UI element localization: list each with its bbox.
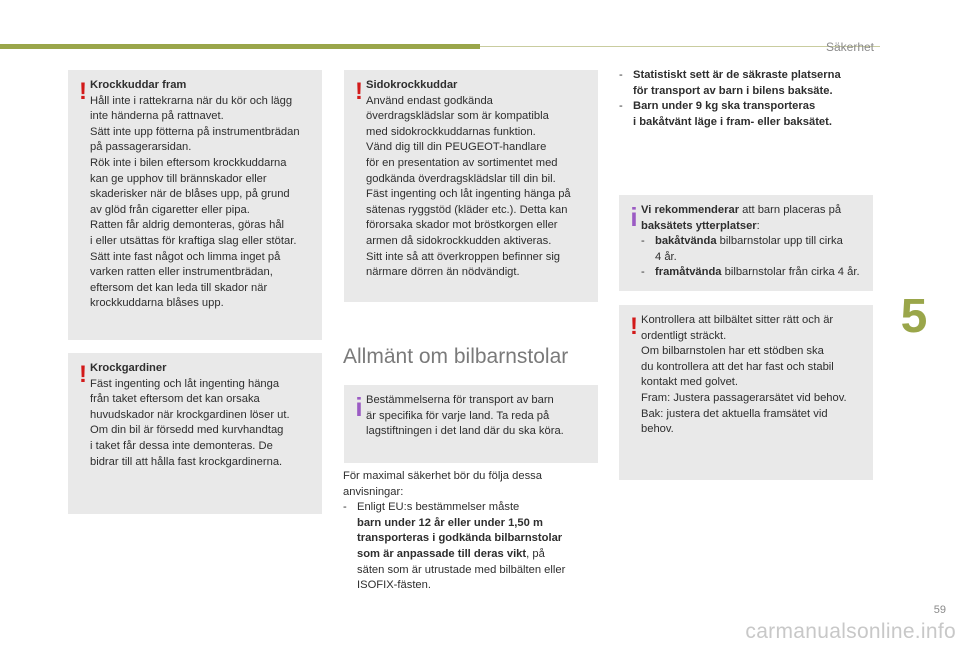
item-text: , på xyxy=(526,547,545,560)
text-line: Ratten får aldrig demonteras, göras hål xyxy=(90,219,285,232)
text: att barn placeras på xyxy=(739,204,842,216)
warning-icon: ! xyxy=(79,78,87,105)
text-line: Håll inte i rattekrarna när du kör och lägg xyxy=(90,94,293,107)
bullet-dash: - xyxy=(641,266,645,279)
bold-text: Vi rekommenderar xyxy=(641,204,740,216)
warning-icon: ! xyxy=(355,78,363,105)
text-line: Använd endast godkända xyxy=(366,94,493,107)
item-bold-text: för transport av barn i bilens baksäte. xyxy=(633,84,833,97)
text-line: på passagerarsidan. xyxy=(90,141,192,154)
text-line: överdragsklädslar som är kompatibla xyxy=(366,110,549,123)
item-bold-text: barn under 12 år eller under 1,50 m xyxy=(357,516,543,529)
info-box-recommendation xyxy=(619,195,873,291)
item-text: ISOFIX-fästen. xyxy=(357,579,431,592)
bullet-dash: - xyxy=(619,100,623,113)
text-line: Om din bil är försedd med kurvhandtag xyxy=(90,424,284,437)
item-text: Enligt EU:s bestämmelser måste xyxy=(357,501,520,514)
text: 4 år. xyxy=(655,250,677,263)
text-line: i eller utsättas för kraftiga slag eller stötar. xyxy=(90,234,297,247)
text-line: Fram: Justera passagerarsätet vid behov. xyxy=(641,391,847,404)
list-item xyxy=(641,265,867,281)
text: bilbarnstolar från cirka 4 år. xyxy=(721,266,860,279)
text-line: Sätt inte upp fötterna på instrumentbrädan xyxy=(90,125,300,138)
text-line: behov. xyxy=(641,423,674,436)
text-line: varken ratten eller instrumentbrädan, xyxy=(90,266,273,279)
text-line: Vänd dig till din PEUGEOT-handlare xyxy=(366,141,547,154)
text: : xyxy=(756,219,760,232)
bold-text: baksätets ytterplatser xyxy=(641,219,757,232)
text-line: sätenas ryggstöd (kläder etc.). Detta kan xyxy=(366,203,568,216)
page-number: 59 xyxy=(933,604,946,616)
item-text: säten som är utrustade med bilbälten eller xyxy=(357,563,566,576)
text-line: Sätt inte fast något och limma inget på xyxy=(90,250,281,263)
text-line: kan ge upphov till brännskador eller xyxy=(90,172,267,185)
child-seat-instructions xyxy=(343,469,599,594)
text-line: Kontrollera att bilbältet sitter rätt och är xyxy=(641,314,834,326)
text-line: inte händerna på rattnavet. xyxy=(90,110,224,123)
list-item xyxy=(619,68,879,99)
text-line: huvudskador när krockgardinen löser ut. xyxy=(90,408,290,421)
bullet-dash: - xyxy=(343,501,347,514)
right-bullet-list xyxy=(619,68,879,130)
list-item xyxy=(343,500,599,594)
text-line: Fäst ingenting och låt ingenting hänga på xyxy=(366,188,571,201)
text-line: armen då sidokrockkudden aktiveras. xyxy=(366,234,552,247)
chapter-number: 5 xyxy=(900,290,928,343)
info-icon: i xyxy=(355,392,363,422)
text-line: kontakt med golvet. xyxy=(641,376,739,389)
text-line: Om bilbarnstolen har ett stödben ska xyxy=(641,345,824,358)
text: bilbarnstolar upp till cirka xyxy=(716,235,843,248)
text-line: ordentligt sträckt. xyxy=(641,329,727,342)
section-heading: Allmänt om bilbarnstolar xyxy=(343,345,569,368)
text-line: förorsaka skador mot bröstkorgen eller xyxy=(366,219,558,232)
text-line: Bestämmelserna för transport av barn xyxy=(366,394,554,406)
text-line: av glöd från cigaretter eller pipa. xyxy=(90,203,250,216)
text-line: du kontrollera att det har fast och stabil xyxy=(641,360,834,373)
box-title: Sidokrockkuddar xyxy=(366,79,458,91)
intro-line: anvisningar: xyxy=(343,485,404,498)
text-line: godkända överdragsklädslar till din bil. xyxy=(366,172,556,185)
header-accent-bar xyxy=(0,44,480,49)
warning-icon: ! xyxy=(630,313,638,340)
intro-line: För maximal säkerhet bör du följa dessa xyxy=(343,470,542,482)
warning-box-side-airbags xyxy=(344,70,598,302)
warning-box-front-airbags xyxy=(68,70,322,340)
item-bold-text: transporteras i godkända bilbarnstolar xyxy=(357,532,563,545)
text-line: är specifika för varje land. Ta reda på xyxy=(366,409,550,422)
list-item xyxy=(641,234,867,265)
list-item xyxy=(619,99,879,130)
bullet-dash: - xyxy=(619,69,623,81)
warning-icon: ! xyxy=(79,361,87,388)
text-line: med sidokrockkuddarnas funktion. xyxy=(366,125,536,138)
item-bold-text: Barn under 9 kg ska transporteras xyxy=(633,100,816,113)
text-line: Sitt inte så att överkroppen befinner sig xyxy=(366,250,561,263)
text-line: från taket eftersom det kan orsaka xyxy=(90,393,260,406)
info-icon: i xyxy=(630,202,638,232)
box-title: Krockkuddar fram xyxy=(90,79,187,91)
watermark: carmanualsonline.info xyxy=(745,620,956,643)
text-line: krockkuddarna blåses upp. xyxy=(90,297,224,310)
text-line: lagstiftningen i det land där du ska köra. xyxy=(366,425,564,438)
item-bold-text: som är anpassade till deras vikt xyxy=(357,547,527,560)
text-line: bidrar till att hålla fast krockgardinerna. xyxy=(90,455,283,468)
bold-text: framåtvända xyxy=(655,266,722,279)
warning-box-curtain-airbags xyxy=(68,353,322,514)
section-title: Säkerhet xyxy=(825,40,874,54)
bold-text: bakåtvända xyxy=(655,235,717,248)
item-bold-text: i bakåtvänt läge i fram- eller baksätet. xyxy=(633,115,832,128)
item-bold-text: Statistiskt sett är de säkraste platserna xyxy=(633,69,841,81)
warning-box-seatbelt xyxy=(619,305,873,480)
info-box-regulations xyxy=(344,385,598,463)
box-title: Krockgardiner xyxy=(90,362,167,374)
text-line: Fäst ingenting och låt ingenting hänga xyxy=(90,377,280,390)
header-divider xyxy=(480,46,880,47)
text-line: i taket får dessa inte demonteras. De xyxy=(90,439,273,452)
text-line: Rök inte i bilen eftersom krockkuddarna xyxy=(90,156,287,169)
text-line: närmare dörren än nödvändigt. xyxy=(366,266,520,279)
text-line: eftersom det kan leda till skador när xyxy=(90,281,268,294)
text-line: skaderisker när de blåses upp, på grund xyxy=(90,188,290,201)
bullet-dash: - xyxy=(641,235,645,248)
text-line: Bak: justera det aktuella framsätet vid xyxy=(641,407,828,420)
text-line: för en presentation av sortimentet med xyxy=(366,156,558,169)
